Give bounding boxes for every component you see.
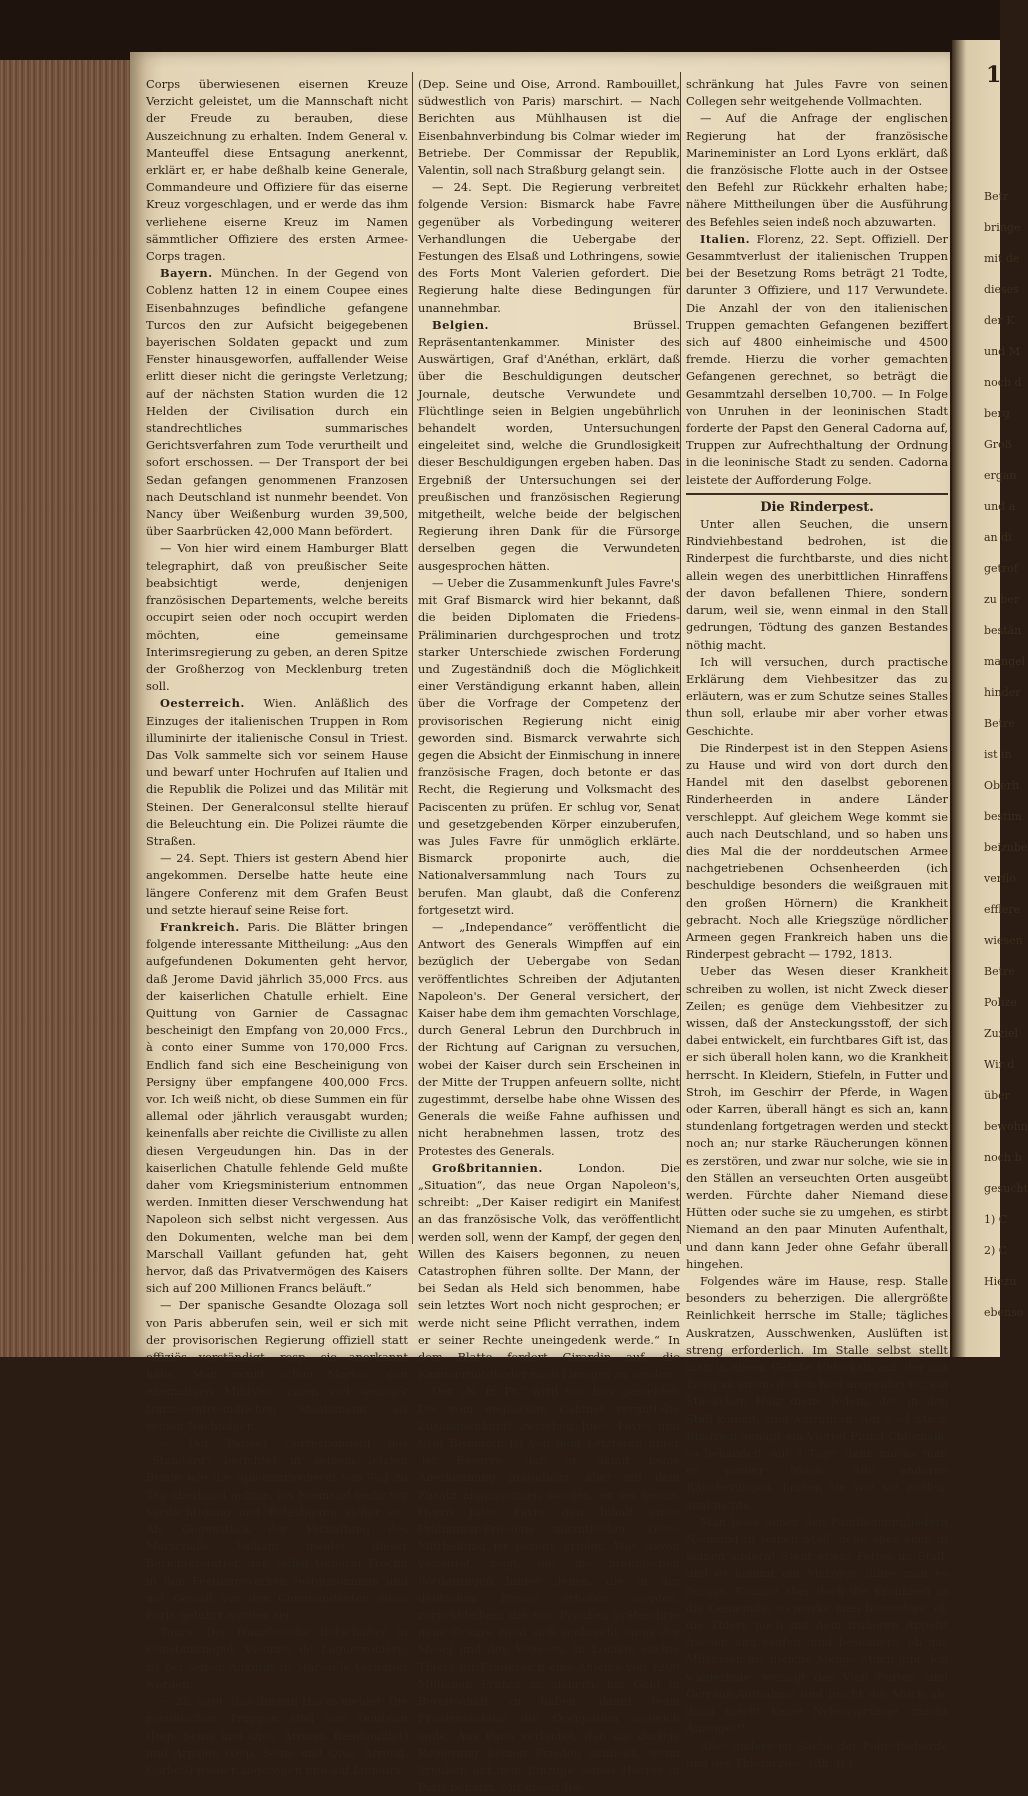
adjacent-page-fragment: Groß: [984, 438, 1013, 451]
column-2: [418, 76, 680, 1796]
adjacent-page-fragment: bestim: [984, 810, 1022, 823]
adjacent-page-fragment: Betre: [984, 717, 1015, 730]
article-paragraph: [146, 1693, 408, 1779]
article-paragraph: [418, 76, 680, 179]
adjacent-page-fragment: dieses: [984, 283, 1019, 296]
adjacent-page-fragment: beizube: [984, 841, 1028, 854]
page-number: 18: [986, 62, 1017, 88]
article-paragraph: [418, 179, 680, 317]
paragraph-text: — 24. Sept. Thiers ist gestern Abend hier angekommen. Derselbe hatte heute eine längere Conferenz mit dem Grafen Beust und setzte hierauf seine Reise fort.: [146, 851, 408, 917]
adjacent-page-fragment: 1) C: [984, 1213, 1008, 1226]
adjacent-page-fragment: berg: [984, 407, 1010, 420]
article-paragraph: [146, 850, 408, 919]
paragraph-text: Folgendes wäre im Hause, resp. Stalle besonders zu beherzigen. Die allergrößte Reinlichkeit herrsche im Stalle; tägliches Auskratzen, Ausschwenken, Auslüften ist streng erforderlich. Im Stalle selbst stellt man in einem Gefäße Chlorkalk auf, der mit Essig zu einem dicken Brei angerührt ist; ein Stückchen Holz diene Jedem, der in den Stall kommt, zum Aufrühren. Auf 2—4 Stück Rindvieh genügt ein Viertel Pfund Chlorkalk, so behandelt, auf 3 Tage; dann mache man es wieder frisch. Alle anderen Räucherungen, heißen sie wie sie wollen, sind nichts.: [686, 1274, 948, 1512]
adjacent-page-fragment: noch b: [984, 1151, 1022, 1164]
article-paragraph: [686, 110, 948, 230]
adjacent-page-fragment: Wir d: [984, 1058, 1015, 1071]
article-paragraph: [686, 76, 948, 110]
paragraph-text: Alles andere ist Sache der Polizeibehörde und des Thierarztes. (Rh. B.): [686, 1738, 948, 1770]
adjacent-page-fragment: ergan: [984, 469, 1017, 482]
paragraph-text: London. Die „Situation“, das neue Organ Napoleon's, schreibt: „Der Kaiser redigirt ein Manifest an das französische Volk, das veröffentlicht werden soll, wenn der Kampf, der gegen den Willen des Kaisers begonnen, zu neuen Catastrophen führen sollte. Der Mann, der bei Sedan als Held sich benommen, habe sein letztes Wort noch nicht gesprochen; er werde nicht seine Pflicht verrathen, indem er seiner Rechte uneingedenk werde.“ In dem Blatte fordert Girardin auf, die Kammermitglieder nach Limoges zu senden.: [418, 1160, 680, 1382]
paragraph-text: Brüssel. Repräsentantenkammer. Minister des Auswärtigen, Graf d'Anéthan, erklärt, daß über die Beschuldigungen deutscher Journale, deutsche Verwundete und Flüchtlinge seien in Belgien ungebührlich behandelt worden, Untersuchungen eingeleitet sind, welche die Grundlosigkeit dieser Beschuldigungen ergeben haben. Das Ergebniß der Untersuchungen sei der preußischen und französischen Regierung mitgetheilt, welche beide der belgischen Regierung ihren Dank für die Fürsorge derselben gegen die Verwundeten ausgesprochen hätten.: [418, 317, 680, 573]
adjacent-page-fragment: und a: [984, 500, 1016, 513]
paragraph-text: — Der Pariser Correspondent des „Standard“ berichtet in seinem letzten Briefe wie die Spionenriecherei von Tag zu Tag überhand nehme, bis Niemand mehr vor Verdächtigung und Belästigung sicher sei. Als Gegenstück der Verhaftung des Marschalls Vaillant meldet dieser Berichterstatter, daß selbst General Trochu in den Festungswerken festgenommen und mit Gewalt vor den Commandanten eines Forts geführt worden sei.: [146, 1436, 408, 1623]
adjacent-page-fragment: bringe: [984, 221, 1021, 234]
paragraph-text: — 23. Sept. Das Bureau Havas meldet: Die preußischen Truppen sind aus Dourdan (Dep. Seine und Oise, Arrond. Rambouillet) und Arpajon (Dep. Seine und Oise, Arrond. Corbeil) wieder abgezogen und auf Limours: [146, 1694, 408, 1777]
section-title: Die Rinderpest.: [760, 499, 874, 515]
paragraph-text: — „Independance“ veröffentlicht die Antwort des Generals Wimpffen auf ein bezüglich der Uebergabe von Sedan veröffentlichtes Schreiben der Adjutanten Napoleon's. Der General versichert, der Kaiser habe dem ihm gemachten Vorschlage, durch General Lebrun den Durchbruch in der Richtung auf Carignan zu versuchen, wobei der Kaiser durch sein Erscheinen in der Mitte der Truppen anfeuern sollte, nicht zugestimmt, derselbe habe ohne Wissen des Generals die weiße Fahne aufhissen und nicht herabnehmen lassen, trotz des Protestes des Generals.: [418, 919, 680, 1158]
article-paragraph: [686, 231, 948, 489]
paragraph-text: Die Rinderpest ist in den Steppen Asiens zu Hause und wird von dort durch den Handel mit den daselbst geborenen Rinderheerden in andere Länder verschleppt. Auf gleichem Wege kommt sie auch nach Deutschland, und so haben uns dies Mal die der norddeutschen Armee nachgetriebenen Ochsenheerden (ich beschuldige besonders die weißgrauen mit den großen Hörnern) die Krankheit gebracht. Noch alle Kriegszüge nördlicher Armeen gegen Frankreich haben uns die Rinderpest gebracht — 1792, 1813.: [686, 740, 948, 962]
article-paragraph: [686, 516, 948, 654]
column-3: [686, 76, 948, 1772]
article-paragraph: [418, 919, 680, 1160]
section-rule: [686, 493, 948, 495]
adjacent-page-fragment: und M: [984, 345, 1020, 358]
adjacent-page-fragment: mit de: [984, 252, 1020, 265]
paragraph-text: — 24. Sept. Die Regierung verbreitet folgende Version: Bismarck habe Favre gegenüber als Vorbedingung weiterer Verhandlungen die Uebergabe der Festungen des Elsaß und Lothringens, sowie des Forts Mont Valerien gefordert. Die Regierung halte diese Bedingungen für unannehmbar.: [418, 180, 680, 315]
article-paragraph: [146, 1624, 408, 1693]
paragraph-text: Unter allen Seuchen, die unsern Rindviehbestand bedrohen, ist die Rinderpest die furchtbarste, und dies nicht allein wegen des unerbittlichen Hinraffens der davon befallenen Thiere, sondern darum, weil sie, wenn einmal in den Stall gedrungen, Tödtung des ganzen Bestandes nöthig macht.: [686, 517, 948, 652]
article-paragraph: [146, 919, 408, 1297]
article-paragraph: [686, 963, 948, 1273]
adjacent-page-fragment: Polize: [984, 996, 1017, 1009]
paragraph-text: Man lasse außer den Familienmitgliedern Niemand in seinen Stall, gehe aber auch in keinen andern! Steht etwas Fettes im Stall, und es kommt ein Metzger, führe man es heraus. Komme aber doch die Krankheit in die Gemeinde, so merke man besonders: ob die Thiere noch mit dem früheren Appetit fressen und saufen, und besonders, ob das Milchvieh die gleiche Menge Milch gibt. Ich wiederhole: versagt das Vieh Futter- und Getränk-Aufnahme und bricht die Milch ab, dann macht keine Nebensprünge, macht Anzeige!!!: [686, 1514, 948, 1736]
adjacent-page-fragment: Betr: [984, 190, 1009, 203]
country-heading: Bayern.: [160, 266, 213, 281]
adjacent-page-fragment: efflere: [984, 903, 1021, 916]
adjacent-page-fragment: hinder: [984, 686, 1021, 699]
adjacent-page-fragment: Betre: [984, 965, 1015, 978]
adjacent-page-fragment: ist in: [984, 748, 1012, 761]
country-heading: Frankreich.: [160, 919, 240, 934]
article-paragraph: [686, 740, 948, 964]
article-paragraph: [146, 695, 408, 850]
article-paragraph: [686, 1273, 948, 1514]
background-dark: [0, 0, 1000, 60]
adjacent-page-fragment: Hiezu: [984, 1275, 1017, 1288]
adjacent-page-fragment: Oberh: [984, 779, 1019, 792]
article-paragraph: [418, 1160, 680, 1384]
article-paragraph: [686, 654, 948, 740]
adjacent-page-fragment: gesucht: [984, 1182, 1028, 1195]
page-stack-edge: [0, 60, 138, 1357]
adjacent-page-fragment: ebenso: [984, 1306, 1024, 1319]
article-paragraph: [686, 1514, 948, 1738]
adjacent-page-fragment: 2) C: [984, 1244, 1008, 1257]
country-heading: Großbritannien.: [432, 1160, 543, 1175]
article-paragraph: [146, 1435, 408, 1624]
adjacent-page-fragment: an di: [984, 531, 1012, 544]
country-heading: Italien.: [700, 231, 751, 246]
paragraph-text: Florenz, 22. Sept. Offiziell. Der Gesammtverlust der italienischen Truppen bei der Besetzung Roms beträgt 21 Todte, darunter 3 Offiziere, und 117 Verwundete. Die Anzahl der von den italienischen Truppen gemachten Gefangenen beziffert sich auf 4800 einheimische und 4500 fremde. Hierzu die vorher gemachten Gefangenen gerechnet, so beträgt die Gesammtzahl derselben 10,700. — In Folge von Unruhen in der leoninischen Stadt forderte der Papst den General Cadorna auf, Truppen zur Aufrechthaltung der Ordnung in die leoninische Stadt zu senden. Cadorna leistete der Aufforderung Folge.: [686, 231, 948, 487]
country-heading: Belgien.: [432, 317, 489, 332]
column-rule-2: [680, 72, 681, 1244]
adjacent-page-fragment: mangel: [984, 655, 1026, 668]
article-paragraph: [418, 317, 680, 575]
column-1: [146, 76, 408, 1779]
paragraph-text: Tours. Der französische Botschafter in Constantinopel, Vicomte de Laguerronière, ist bei seiner Ankunft in Marseille verhaftet worden.: [146, 1625, 408, 1691]
paragraph-text: Ueber das Wesen dieser Krankheit schreiben zu wollen, ist nicht Zweck dieser Zeilen; es genüge dem Viehbesitzer zu wissen, daß der Ansteckungsstoff, der sich dabei entwickelt, ein furchtbares Gift ist, das er sich überall holen kann, wo die Krankheit herrscht. In Kleidern, Stiefeln, in Futter und Stroh, im Geschirr der Pferde, in Wagen oder Karren, überall hängt es sich an, kann stundenlang fortgetragen werden und steckt noch an; nur starke Räucherungen können es zerstören, und zwar nur solche, wie sie in den Ställen an verseuchten Orten ausgeübt werden. Fürchte daher Niemand diese Hütten oder suche sie zu umgehen, es stirbt Niemand an den paar Minuten Aufenthalt, und dann kann Jeder ohne Gefahr überall hingehen.: [686, 964, 948, 1271]
paragraph-text: schränkung hat Jules Favre von seinen Collegen sehr weitgehende Vollmachten.: [686, 77, 948, 109]
article-paragraph: [146, 1297, 408, 1435]
article-paragraph: [146, 540, 408, 695]
article-paragraph: [146, 76, 408, 265]
adjacent-page-fragment: über: [984, 1089, 1010, 1102]
adjacent-page-fragment: Zuziel: [984, 1027, 1019, 1040]
country-heading: Oesterreich.: [160, 696, 245, 711]
adjacent-page-fragment: bestän: [984, 624, 1022, 637]
paragraph-text: (Dep. Seine und Oise, Arrond. Rambouillet, südwestlich von Paris) marschirt. — Nach Berichten aus Mühlhausen ist die Eisenbahnverbindung bis Colmar wieder im Betriebe. Der Commissar der Republik, Valentin, soll nach Straßburg gelangt sein.: [418, 77, 680, 178]
paragraph-text: Corps überwiesenen eisernen Kreuze Verzicht geleistet, um die Mannschaft nicht der Freude zu berauben, diese Auszeichnung zu erhalten. Indem General v. Manteuffel diese Entsagung anerkennt, erklärt er, er habe deßhalb keine Generale, Commandeure und Offiziere für das eiserne Kreuz vorgeschlagen, und er werde das ihm verliehene eiserne Kreuz im Namen sämmtlicher Offiziere des ersten Armee-Corps tragen.: [146, 77, 408, 264]
article-paragraph: [686, 1738, 948, 1772]
column-rule-1: [412, 72, 413, 1244]
adjacent-page-fragment: verflo: [984, 872, 1016, 885]
paragraph-text: — Auf die Anfrage der englischen Regierung hat der französische Marineminister an Lord Lyons erklärt, daß die französische Flotte auch in der Ostsee den Befehl zur Rückkehr erhalten habe; nähere Mittheilungen über die Ausführung des Befehles seien indeß noch abzuwarten.: [686, 111, 948, 229]
paragraph-text: — Ueber die Zusammenkunft Jules Favre's mit Graf Bismarck wird hier bekannt, daß die beiden Diplomaten die Friedens-Präliminarien durchgesprochen und trotz starker Unterschiede zwischen Forderung und Zugeständniß doch die Möglichkeit einer Verständigung erkannt haben, allein über die Vorfrage der Competenz der provisorischen Regierung nicht einig geworden sind. Bismarck verwahrte sich gegen die Absicht der Einmischung in innere französische Fragen, doch betonte er das Recht, die Regierung und Volksmacht des Paciscenten zu prüfen. Er schlug vor, Senat und gesetzgebenden Körper einzuberufen, was Jules Favre für unmöglich erklärte. Bismarck proponirte auch, die Nationalversammlung nach Tours zu berufen. Man glaubt, daß die Conferenz fortgesetzt wird.: [418, 575, 680, 917]
paragraph-text: Ich will versuchen, durch practische Erklärung dem Viehbesitzer das zu erläutern, was er zum Schutze seines Stalles thun soll, erlaube mir aber vorher etwas Geschichte.: [686, 654, 948, 738]
paragraph-text: Wien. Anläßlich des Einzuges der italienischen Truppen in Rom illuminirte der italienische Consul in Triest. Das Volk sammelte sich vor seinem Hause und bewarf unter Hochrufen auf Italien und die Republik die Polizei und das Militär mit Steinen. Der Generalconsul stellte hierauf die Beleuchtung ein. Die Polizei räumte die Straßen.: [146, 696, 409, 848]
adjacent-page-fragment: wiesen: [984, 934, 1023, 947]
adjacent-page-fragment: bewohn: [984, 1120, 1028, 1133]
paragraph-text: — Der spanische Gesandte Olozaga soll von Paris abberufen sein, weil er sich mit der provisorischen Regierung offiziell statt offiziös verständigt, resp. sie anerkannt habe. Man nennt schon Martos, den ehemaligen Minister, einen viel weniger franzosenfreundlichen Staatsmann, als seinen Nachfolger.: [146, 1298, 408, 1433]
adjacent-page-fragment: zu ber: [984, 593, 1020, 606]
adjacent-page-fragment: der K: [984, 314, 1015, 327]
adjacent-page-fragment: getrof: [984, 562, 1018, 575]
paragraph-text: München. In der Gegend von Coblenz hatten 12 in einem Coupee eines Eisenbahnzuges befindliche gefangene Turcos den zur Aufsicht beigegebenen bayerischen Soldaten gepackt und zum Fenster hinausgeworfen, auffallender Weise erlitt dieser nicht die geringste Verletzung; auf der nächsten Station wurden die 12 Helden der Civilisation durch ein standrechtliches summarisches Gerichtsverfahren zum Tode verurtheilt und sofort erschossen. — Der Transport der bei Sedan gefangen genommenen Franzosen nach Deutschland ist nunmehr beendet. Von Nancy über Weißenburg wurden 39,500, über Saarbrücken 42,000 Mann befördert.: [146, 266, 408, 539]
paragraph-text: Paris. Die Blätter bringen folgende interessante Mittheilung: „Aus den aufgefundenen Dokumenten geht hervor, daß Jerome David jährlich 35,000 Frcs. aus der kaiserlichen Chatulle erhielt. Eine Quittung von Garnier de Cassagnac bescheinigt den Empfang von 20,000 Frcs., à conto einer Summe von 170,000 Frcs. Endlich fand sich eine Bescheinigung von Persigny über empfangene 400,000 Frcs. vor. Ich weiß nicht, ob diese Summen ein für allemal oder jährlich verausgabt wurden; keinenfalls aber reichte die Civilliste zu allen diesen Vergeudungen hin. Das in der kaiserlichen Chatulle fehlende Geld mußte daher vom Kriegsministerium entnommen werden. Inmitten dieser Verschwendung hat Napoleon sich selbst nicht vergessen. Aus den Dokumenten, welche man bei dem Marschall Vaillant gefunden hat, geht hervor, daß das Privatvermögen des Kaisers sich auf 200 Millionen Francs beläuft.“: [146, 919, 408, 1296]
paragraph-text: Der „N. fr. Pr.“ wird von hier gemeldet: Die vom englischen Cabinet vermittelte Zusammenkunft zwischen Jules Favre und Graf Bismarck ist von dem Letzteren unter der Reserve, daß er damit keine Anerkennung präjudicirt, aber mit dem Zusatz angenommen worden, er sei bereit, Herrn Jules Favre den Inhalt eines Präliminar-Friedens mitzutheilen. Diese Mittheilung ist bereits erfolgt. Was davon verlautet, zeigt, daß die preußischen Forderungen hinter denen, die in der deutschen Presse erhoben worden, zurückbleiben; die von Preußen prätendirte neue Gränze zieht sich senkrecht längs der Mosel und den Vogesen. In London suchte Thiers für Frankreich eine Anleihe von 1200 Millionen Francs zu sichern, um Geld in Bereitschaft zu haben, damit beim Friedensschluß die Occupation sogleich ende. Aus Paris verlautet, daß die dortige Regierung keinen Frieden schließt, wenn Preußen auf dem Einzuge seines Heeres in Paris beharrt. Mit dieser Be-: [418, 1384, 680, 1795]
article-paragraph: [418, 1383, 680, 1796]
paragraph-text: — Von hier wird einem Hamburger Blatt telegraphirt, daß von preußischer Seite beabsichtigt werde, denjenigen französischen Departements, welche bereits occupirt seien oder noch occupirt werden möchten, eine gemeinsame Interimsregierung zu geben, an deren Spitze der Großherzog von Mecklenburg treten soll.: [146, 541, 408, 694]
article-paragraph: [418, 575, 680, 919]
adjacent-page-fragment: noch d: [984, 376, 1022, 389]
article-paragraph: [146, 265, 408, 540]
